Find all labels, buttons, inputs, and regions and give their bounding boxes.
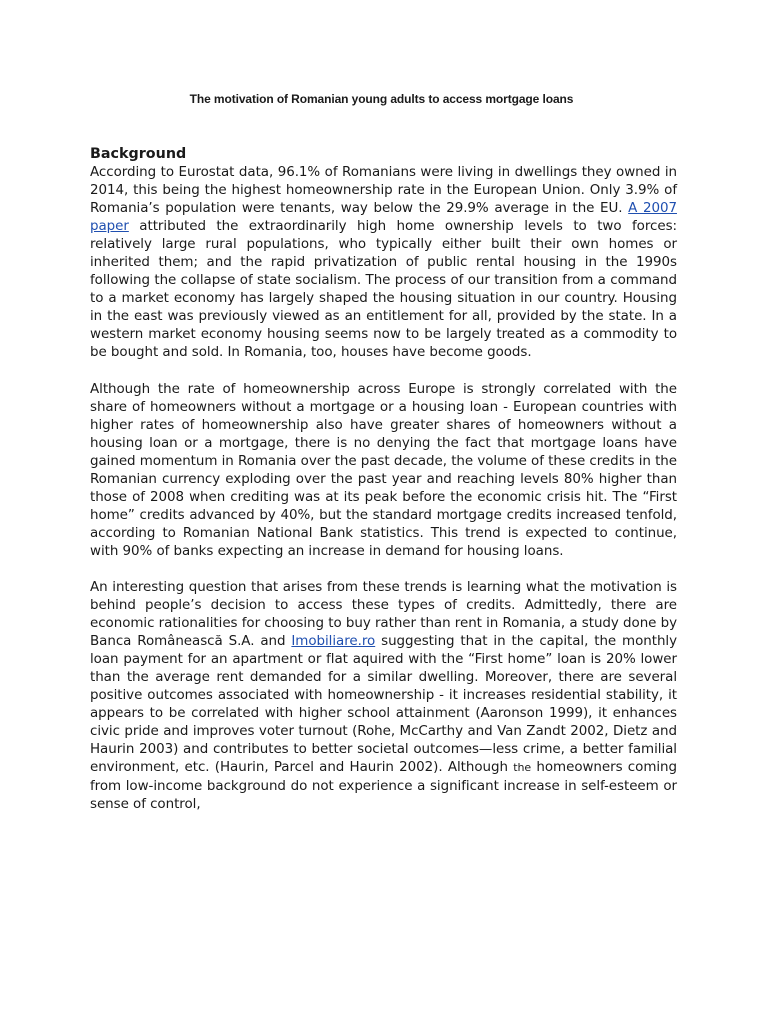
paragraph-3-small-word: the xyxy=(513,761,532,775)
link-2007-paper[interactable]: A 2007 paper xyxy=(90,201,677,235)
paragraph-3-text-a: An interesting question that arises from these trends is learning what the motivation is behind people’s decision to access these types of credits. Admittedly, there are economic rationalities for choosing to buy rather than rent in Romania, a study done by Banca Românească S.A. and xyxy=(90,579,677,650)
paragraph-3-text-c: homeowners coming from low-income background do not experience a significant increase in self-esteem or sense of control, xyxy=(90,760,677,812)
paragraph-3-text-b: suggesting that in the capital, the monthly loan payment for an apartment or flat aquired with the “First home” loan is 20% lower than the average rent demanded for a similar dwelling. Moreover, there are several positive outcomes associated with homeownership - it increases residential stability, it appears to be correlated with higher school attainment (Aaronson 1999), it enhances civic pride and improves voter turnout (Rohe, McCarthy and Van Zandt 2002, Dietz and Haurin 2003) and contributes to better societal outcomes—less crime, a better familial environment, etc. (Haurin, Parcel and Haurin 2002). Although xyxy=(90,634,677,776)
paragraph-1 xyxy=(90,164,677,363)
section-heading-background: Background xyxy=(90,146,187,162)
paragraph-3 xyxy=(90,579,677,814)
link-imobiliare[interactable]: Imobiliare.ro xyxy=(291,634,376,650)
paragraph-1-text-b: attributed the extraordinarily high home ownership levels to two forces: relatively large rural populations, who typically either built their own homes or inherited them; and the rapid privatization of public rental housing in the 1990s following the collapse of state socialism. The process of our transition from a command to a market economy has largely shaped the housing situation in our country. Housing in the east was previously viewed as an entitlement for all, provided by the state. In a western market economy housing seems now to be largely treated as a commodity to be bought and sold. In Romania, too, houses have become goods. xyxy=(90,219,677,361)
paragraph-1-text-a: According to Eurostat data, 96.1% of Romanians were living in dwellings they owned in 2014, this being the highest homeownership rate in the European Union. Only 3.9% of Romania’s population were tenants, way below the 29.9% average in the EU. xyxy=(90,165,677,217)
paragraph-2 xyxy=(90,381,677,561)
document-page xyxy=(90,92,677,832)
paragraph-2-text: Although the rate of homeownership across Europe is strongly correlated with the share of homeowners without a mortgage or a housing loan - European countries with higher rates of homeownership also have greater shares of homeowners without a housing loan or a mortgage, there is no denying the fact that mortgage loans have gained momentum in Romania over the past decade, the volume of these credits in the Romanian currency exploding over the past year and reaching levels 80% higher than those of 2008 when crediting was at its peak before the economic crisis hit. The “First home” credits advanced by 40%, but the standard mortgage credits increased tenfold, according to Romanian National Bank statistics. This trend is expected to continue, with 90% of banks expecting an increase in demand for housing loans. xyxy=(90,381,677,559)
document-title: The motivation of Romanian young adults to access mortgage loans xyxy=(189,92,574,106)
